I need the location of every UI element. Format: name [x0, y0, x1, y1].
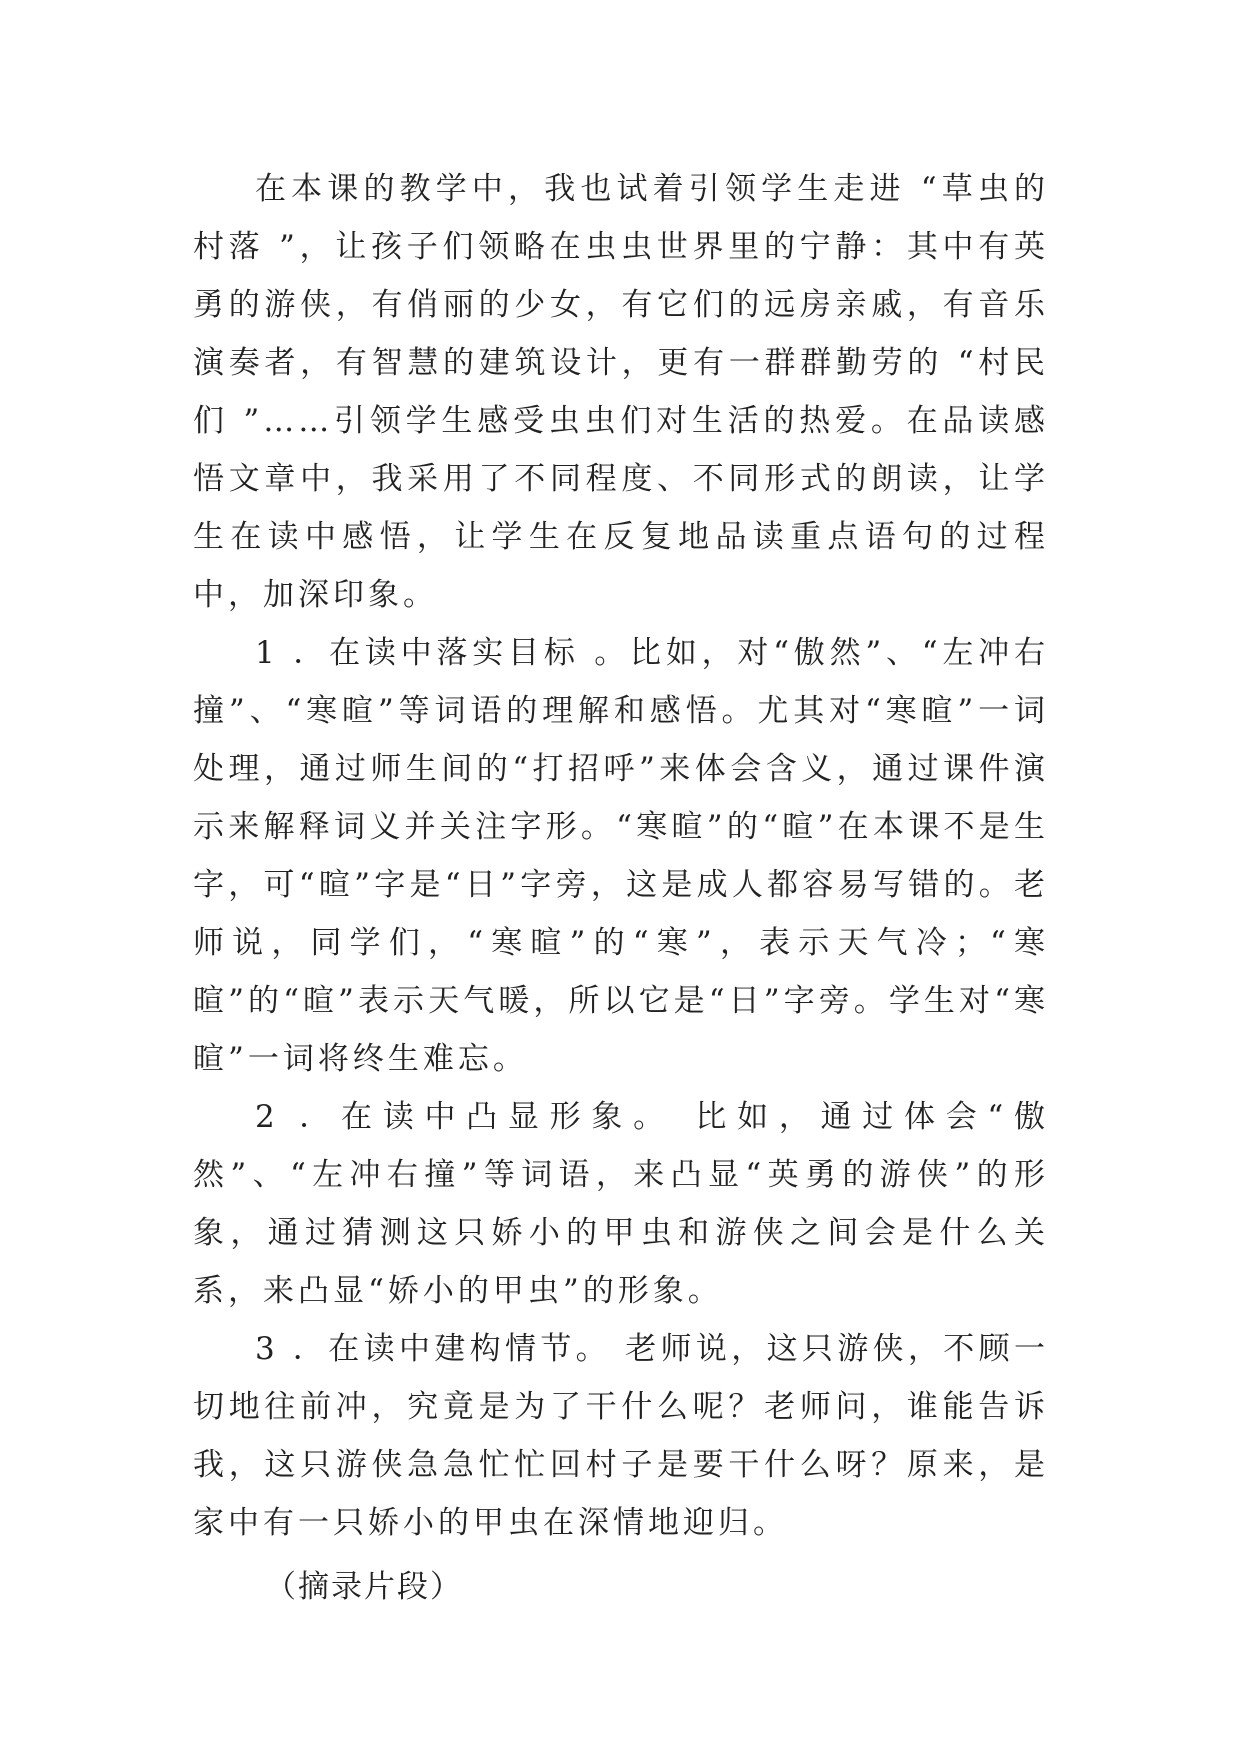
paragraph-point-1: 1 ．在读中落实目标 。比如，对“傲然”、“左冲右撞”、“寒暄”等词语的理解和感悟。尤其对“寒暄”一词处理，通过师生间的“打招呼”来体会含义，通过课件演示来解释词义并关注字形。“寒暄”的“暄”在本课不是生字，可“暄”字是“日”字旁，这是成人都容易写错的。老师说，同学们，“寒暄”的“寒”，表示天气冷；“寒暄”的“暄”表示天气暖，所以它是“日”字旁。学生对“寒暄”一词将终生难忘。	[193, 635, 1049, 1077]
excerpt-note: （摘录片段）	[265, 1569, 463, 1605]
paragraph-point-2: 2 ．在读中凸显形象。 比如，通过体会“傲然”、“左冲右撞”等词语，来凸显“英勇的游侠”的形象，通过猜测这只娇小的甲虫和游侠之间会是什么关系，来凸显“娇小的甲虫”的形象。	[193, 1099, 1049, 1309]
paragraph-intro: 在本课的教学中，我也试着引领学生走进 “草虫的村落 ”，让孩子们领略在虫虫世界里的宁静：其中有英勇的游侠，有俏丽的少女，有它们的远房亲戚，有音乐演奏者，有智慧的建筑设计，更有一群群勤劳的 “村民们 ”……引领学生感受虫虫们对生活的热爱。在品读感悟文章中，我采用了不同程度、不同形式的朗读，让学生在读中感悟，让学生在反复地品读重点语句的过程中，加深印象。	[193, 171, 1049, 613]
paragraph-point-3: 3 ．在读中建构情节。 老师说，这只游侠，不顾一切地往前冲，究竟是为了干什么呢？老师问，谁能告诉我，这只游侠急急忙忙回村子是要干什么呀？原来，是家中有一只娇小的甲虫在深情地迎归。	[193, 1331, 1049, 1541]
document-body	[193, 160, 1049, 1616]
